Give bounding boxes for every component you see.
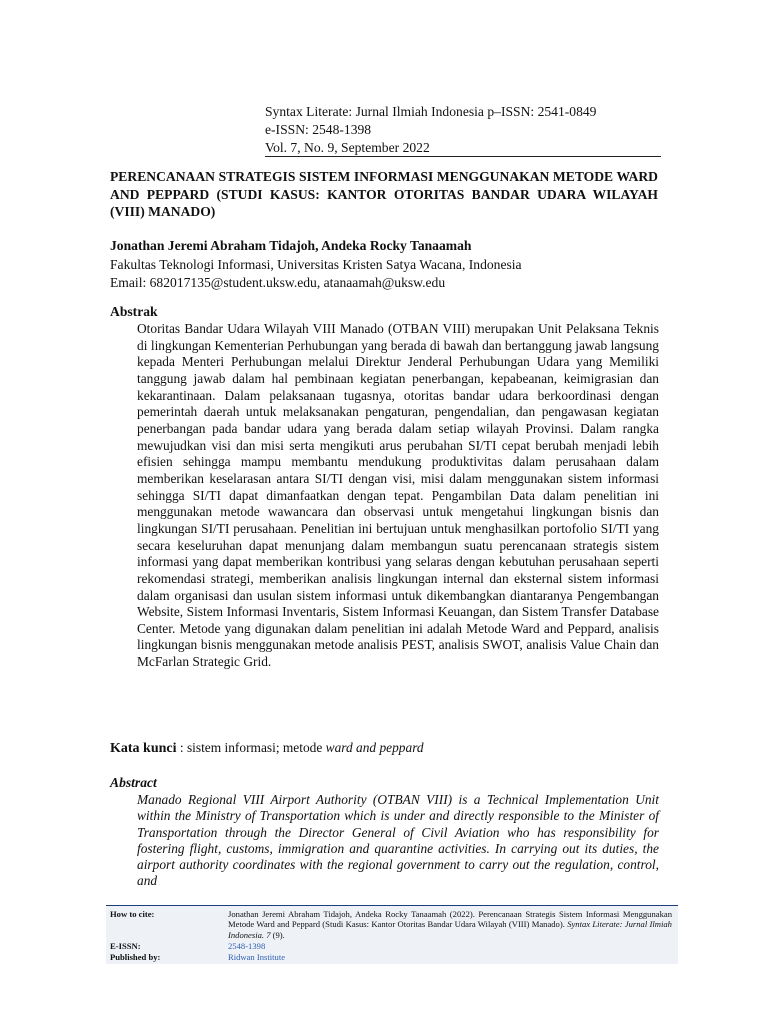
publisher-link[interactable]: Ridwan Institute xyxy=(228,952,286,962)
abstrak-body: Otoritas Bandar Udara Wilayah VIII Manado (OTBAN VIII) merupakan Unit Pelaksana Teknis di lingkungan Kementerian Perhubungan yang berada di bawah dan bertanggung jawab langsung kepada Menteri Perhubungan melalui Direktur Jenderal Perhubungan Udara yang Memiliki tanggung jawab dalam hal pembinaan kegiatan penerbangan, kepabeanan, keimigrasian dan kekarantinaan. Dalam pelaksanaan tugasnya, otoritas bandar udara berkoordinasi dengan pemerintah daerah untuk melaksanakan pengaturan, pengendalian, dan pengawasan kegiatan penerbangan pada bandar udara yang berada dalam setiap wilayah Provinsi. Dalam rangka mewujudkan visi dan misi serta mengikuti arus perubahan SI/TI cepat berubah menjadi lebih efisien sehingga mampu membantu mendukung produktivitas dalam perusahaan dalam memberikan keselarasan antara SI/TI dengan visi, misi dalam menggunakan sistem informasi sehingga SI/TI dapat dimanfaatkan dengan tepat. Pengambilan Data dalam penelitian ini menggunakan metode wawancara dan observasi untuk mengetahui lingkungan bisnis dan lingkungan SI/TI perusahaan. Penelitian ini bertujuan untuk menghasilkan portofolio SI/TI yang secara keseluruhan dapat menunjang dalam membangun suatu perencanaan strategis sistem informasi yang dapat memberikan kontribusi yang selaras dengan kebutuhan perusahaan seperti rekomendasi strategi, memberikan analisis lingkungan internal dan eksternal sistem informasi dalam organisasi dan usulan sistem informasi untuk dikembangkan diantaranya Pengembangan Website, Sistem Informasi Inventaris, Sistem Informasi Keuangan, dan Sistem Transfer Database Center. Metode yang digunakan dalam penelitian ini adalah Metode Ward and Peppard, analisis lingkungan bisnis menggunakan metode analisis PEST, analisis SWOT, analisis Value Chain dan McFarlan Strategic Grid. xyxy=(137,321,659,670)
eissn-label: E-ISSN: xyxy=(110,941,141,951)
affiliation: Fakultas Teknologi Informasi, Universitas Kristen Satya Wacana, Indonesia xyxy=(110,257,522,272)
citation-footer xyxy=(106,905,678,964)
keywords-italic: ward and peppard xyxy=(325,740,424,755)
paper-authors: Jonathan Jeremi Abraham Tidajoh, Andeka Rocky Tanaamah xyxy=(110,238,472,253)
journal-eissn: e-ISSN: 2548-1398 xyxy=(265,122,372,137)
author-emails: Email: 682017135@student.uksw.edu, atanaamah@uksw.edu xyxy=(110,274,446,290)
journal-name-issn: Syntax Literate: Jurnal Ilmiah Indonesia p–ISSN: 2541-0849 xyxy=(265,104,597,119)
keywords-line xyxy=(110,740,660,757)
publisher-label: Published by: xyxy=(110,952,161,962)
cite-text xyxy=(228,909,672,940)
journal-volume: Vol. 7, No. 9, September 2022 xyxy=(265,140,430,155)
cite-label: How to cite: xyxy=(110,909,155,919)
abstract-body: Manado Regional VIII Airport Authority (OTBAN VIII) is a Technical Implementation Unit within the Ministry of Transportation which is under and directly responsible to the Minister of Transportation through the Director General of Civil Aviation who has responsibility for fostering flight, customs, immigration and quarantine activities. In carrying out its duties, the airport authority coordinates with the regional government to carry out the regulation, control, and xyxy=(137,792,659,889)
cite-issue: (9). xyxy=(270,929,285,940)
abstrak-heading: Abstrak xyxy=(110,304,158,319)
cite-journal: Syntax Literate: Jurnal Ilmiah Indonesia. 7 xyxy=(228,919,672,940)
paper-title: PERENCANAAN STRATEGIS SISTEM INFORMASI MENGGUNAKAN METODE WARD AND PEPPARD (STUDI KASUS: KANTOR OTORITAS BANDAR UDARA WILAYAH (VIII) MANADO) xyxy=(110,169,658,219)
cite-main: Jonathan Jeremi Abraham Tidajoh, Andeka Rocky Tanaamah (2022). Perencanaan Strategis Sistem Informasi Menggunakan Metode Ward and Peppard (Studi Kasus: Kantor Otoritas Bandar Udara Wilayah (VIII) Manado). xyxy=(228,909,672,930)
abstract-heading: Abstract xyxy=(110,775,157,790)
keywords-plain: sistem informasi; metode xyxy=(186,740,326,755)
eissn-link[interactable]: 2548-1398 xyxy=(228,941,266,951)
author-affiliation-block xyxy=(110,256,660,291)
header-rule xyxy=(265,156,661,157)
journal-header xyxy=(265,103,661,157)
keywords-separator: : xyxy=(176,740,187,755)
keywords-label: Kata kunci xyxy=(110,741,177,756)
